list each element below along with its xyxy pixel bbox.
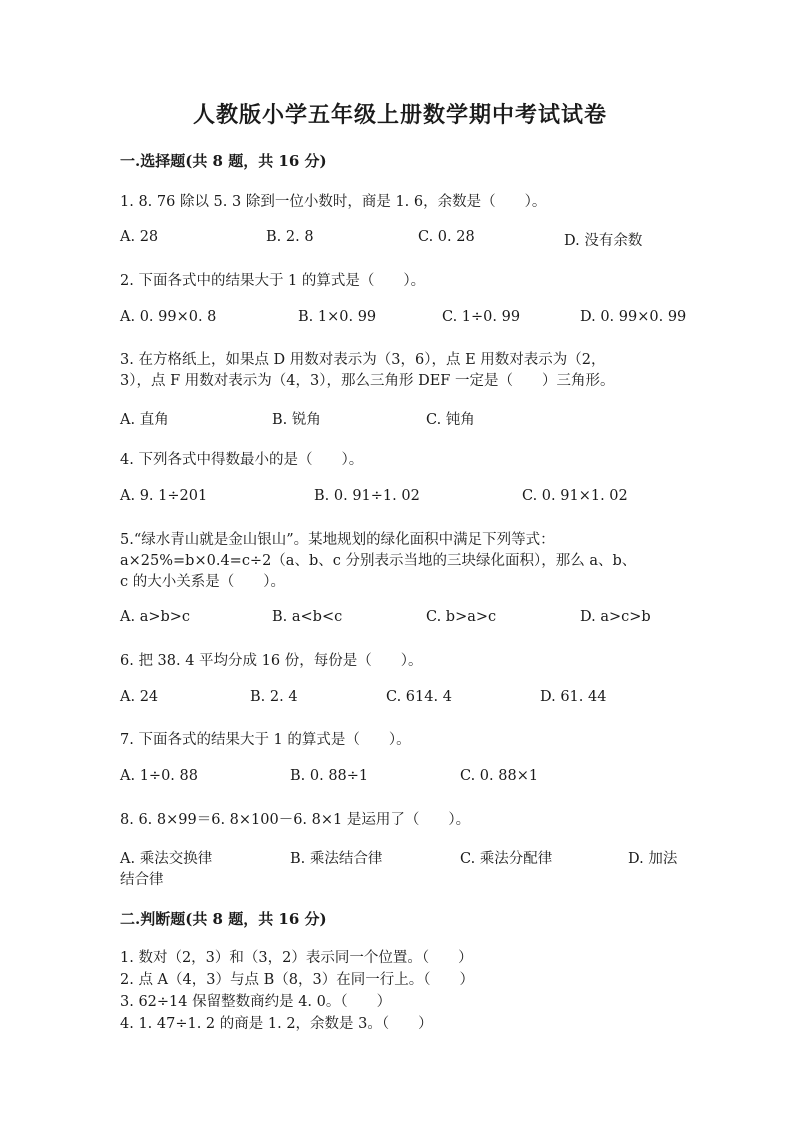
- question-8-stem: 8. 6. 8×99＝6. 8×100－6. 8×1 是运用了（ ）。: [120, 812, 471, 828]
- question-5-option-a: A. a>b>c: [120, 609, 191, 625]
- question-1-option-c: C. 0. 28: [418, 229, 475, 245]
- question-6-option-c: C. 614. 4: [386, 689, 452, 705]
- question-2-option-d: D. 0. 99×0. 99: [580, 309, 687, 325]
- question-5-option-c: C. b>a>c: [426, 609, 497, 625]
- question-5-stem-line-1: 5.“绿水青山就是金山银山”。某地规划的绿化面积中满足下列等式：: [120, 532, 555, 548]
- question-3-option-c: C. 钝角: [426, 412, 475, 428]
- question-2-option-a: A. 0. 99×0. 8: [120, 309, 217, 325]
- page-title: 人教版小学五年级上册数学期中考试试卷: [192, 102, 607, 128]
- question-1-option-b: B. 2. 8: [266, 229, 314, 245]
- question-4-stem: 4. 下列各式中得数最小的是（ ）。: [120, 452, 364, 468]
- question-1-stem: 1. 8. 76 除以 5. 3 除到一位小数时，商是 1. 6，余数是（ ）。: [120, 194, 547, 210]
- question-1-option-a: A. 28: [120, 229, 159, 245]
- question-2-stem: 2. 下面各式中的结果大于 1 的算式是（ ）。: [120, 273, 426, 289]
- section-heading-choice: 一.选择题(共 8 题，共 16 分): [120, 152, 327, 170]
- question-7-option-c: C. 0. 88×1: [460, 768, 539, 784]
- section-heading-judgement: 二.判断题(共 8 题，共 16 分): [120, 910, 327, 928]
- judgement-item-3: 3. 62÷14 保留整数商约是 4. 0。（ ）: [120, 994, 392, 1010]
- judgement-item-4: 4. 1. 47÷1. 2 的商是 1. 2，余数是 3。（ ）: [120, 1016, 433, 1032]
- question-4-option-b: B. 0. 91÷1. 02: [314, 488, 420, 504]
- question-5-option-b: B. a<b<c: [272, 609, 343, 625]
- question-6-option-b: B. 2. 4: [250, 689, 298, 705]
- question-8-option-c: C. 乘法分配律: [460, 851, 553, 867]
- judgement-item-2: 2. 点 A（4，3）与点 B（8，3）在同一行上。（ ）: [120, 972, 474, 988]
- question-5-stem-line-2: a×25%=b×0.4=c÷2（a、b、c 分别表示当地的三块绿化面积），那么 a、b、: [120, 553, 637, 569]
- question-4-option-a: A. 9. 1÷201: [120, 488, 208, 504]
- question-7-stem: 7. 下面各式的结果大于 1 的算式是（ ）。: [120, 732, 411, 748]
- question-6-stem: 6. 把 38. 4 平均分成 16 份，每份是（ ）。: [120, 653, 423, 669]
- question-7-option-b: B. 0. 88÷1: [290, 768, 369, 784]
- question-3-option-a: A. 直角: [120, 412, 169, 428]
- question-8-option-d: D. 加法: [628, 851, 678, 867]
- question-6-option-a: A. 24: [120, 689, 159, 705]
- question-8-option-b: B. 乘法结合律: [290, 851, 383, 867]
- question-3-stem-line-2: 3），点 F 用数对表示为（4，3），那么三角形 DEF 一定是（ ）三角形。: [120, 373, 615, 389]
- question-5-option-d: D. a>c>b: [580, 609, 651, 625]
- question-8-option-d-wrap: 结合律: [120, 872, 164, 888]
- judgement-item-1: 1. 数对（2，3）和（3，2）表示同一个位置。（ ）: [120, 950, 473, 966]
- question-8-option-a: A. 乘法交换律: [120, 851, 213, 867]
- question-6-option-d: D. 61. 44: [540, 689, 607, 705]
- question-3-stem-line-1: 3. 在方格纸上，如果点 D 用数对表示为（3，6），点 E 用数对表示为（2，: [120, 352, 606, 368]
- question-7-option-a: A. 1÷0. 88: [120, 768, 198, 784]
- question-5-stem-line-3: c 的大小关系是（ ）。: [120, 574, 285, 590]
- question-2-option-c: C. 1÷0. 99: [442, 309, 521, 325]
- question-4-option-c: C. 0. 91×1. 02: [522, 488, 628, 504]
- question-3-option-b: B. 锐角: [272, 412, 321, 428]
- question-1-option-d: D. 没有余数: [564, 233, 643, 249]
- question-2-option-b: B. 1×0. 99: [298, 309, 377, 325]
